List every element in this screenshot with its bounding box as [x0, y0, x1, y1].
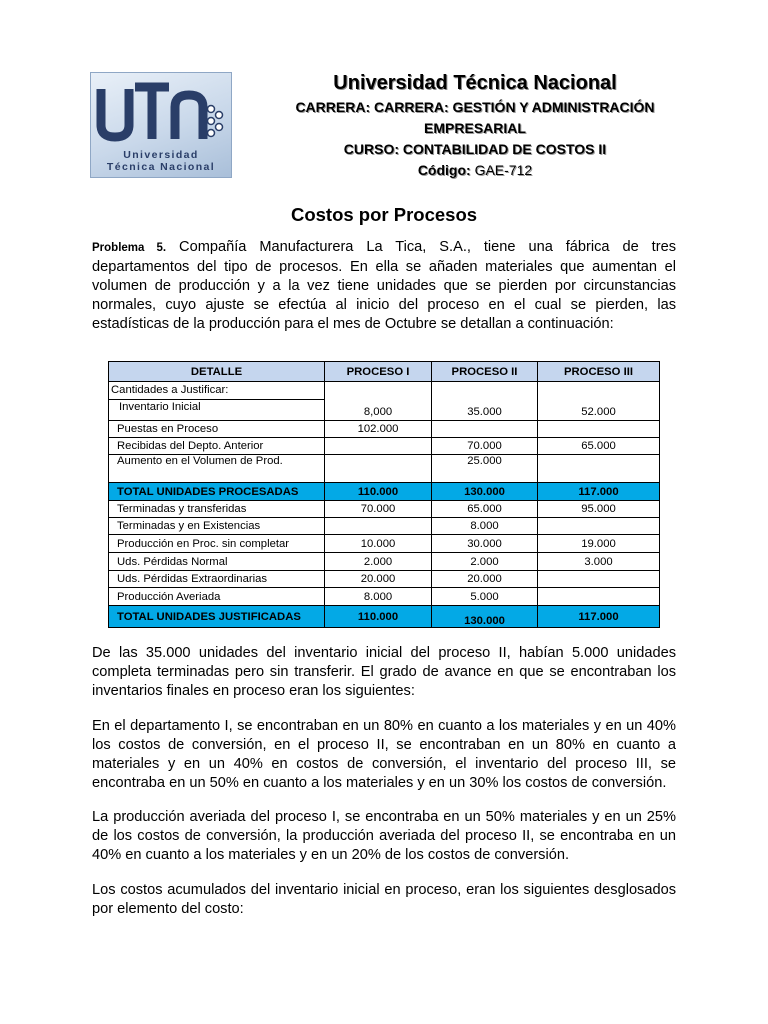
header-detalle: DETALLE	[109, 362, 325, 382]
cell-p1: 8,000	[325, 382, 432, 421]
section-label: Cantidades a Justificar:	[109, 382, 324, 400]
university-name: Universidad Técnica Nacional	[333, 72, 617, 94]
cell-p1: 8.000	[325, 588, 432, 606]
table-row	[109, 535, 660, 553]
cell-p1: 70.000	[325, 501, 432, 518]
problem-label: Problema 5.	[92, 242, 167, 254]
cell-p1: 2.000	[325, 553, 432, 571]
table-row	[109, 382, 660, 421]
cell-p2: 65.000	[432, 501, 538, 518]
cell-p2: 20.000	[432, 571, 538, 588]
row-label: Producción Averiada	[109, 588, 325, 606]
cell-p2: 5.000	[432, 588, 538, 606]
paragraph-grado-avance: En el departamento I, se encontraban en un 80% en cuanto a los materiales y en un 40% los costos de conversión, en el proceso II, se encontraban en un 80% en cuanto a materiales y en un 40% en costos de conversión, el inventario del proceso III, se encontraba en un 50% en cuanto a los materiales y en un 30% los costos de conversión.	[92, 718, 676, 791]
curso-line: CURSO: CONTABILIDAD DE COSTOS II	[343, 141, 607, 157]
logo-text-line2: Técnica Nacional	[106, 161, 216, 173]
cell-p1: 20.000	[325, 571, 432, 588]
university-logo	[90, 72, 232, 178]
paragraph-produccion-averiada: La producción averiada del proceso I, se encontraba en un 50% materiales y en un 25% de los costos de conversión, la producción averiada del proceso II, se encontraba en un 40% en cuanto a los materiales y en un 20% de los costos de conversión.	[92, 809, 676, 863]
cell-p2	[432, 421, 538, 438]
table-row	[109, 571, 660, 588]
cell-p3	[538, 571, 660, 588]
cell-p3	[538, 421, 660, 438]
cell-p2: 70.000	[432, 438, 538, 455]
cell-p1: 102.000	[325, 421, 432, 438]
codigo-line	[240, 162, 710, 178]
table-row	[109, 518, 660, 535]
production-table	[108, 361, 660, 628]
carrera-label: CARRERA:	[295, 99, 371, 115]
total-procesadas-label: TOTAL UNIDADES PROCESADAS	[109, 483, 325, 501]
row-label: Inventario Inicial	[119, 401, 201, 413]
table-row	[109, 553, 660, 571]
total-justificadas-p2: 130.000	[432, 606, 538, 628]
row-label: Terminadas y en Existencias	[109, 518, 325, 535]
codigo-value: GAE-712	[474, 162, 533, 178]
cell-p1	[325, 518, 432, 535]
table-row	[109, 455, 660, 483]
cell-p2: 30.000	[432, 535, 538, 553]
cell-p3	[538, 588, 660, 606]
row-label: Uds. Pérdidas Normal	[109, 553, 325, 571]
cell-p2: 35.000	[432, 382, 538, 421]
row-label: Producción en Proc. sin completar	[109, 535, 325, 553]
total-justificadas-p3: 117.000	[538, 606, 660, 628]
total-justificadas-row	[109, 606, 660, 628]
total-procesadas-p3: 117.000	[538, 483, 660, 501]
header-proceso-2: PROCESO II	[432, 362, 538, 382]
problem-paragraph	[92, 238, 676, 334]
carrera-value	[374, 99, 655, 115]
total-procesadas-row	[109, 483, 660, 501]
page-title: Costos por Procesos	[290, 204, 478, 225]
cell-p3: 95.000	[538, 501, 660, 518]
cell-p2: 25.000	[432, 455, 538, 483]
row-label: Recibidas del Depto. Anterior	[109, 438, 325, 455]
cell-p3	[538, 518, 660, 535]
carrera-line2: EMPRESARIAL	[424, 120, 526, 136]
cell-p3: 65.000	[538, 438, 660, 455]
total-justificadas-label: TOTAL UNIDADES JUSTIFICADAS	[109, 606, 325, 628]
cell-p1: 10.000	[325, 535, 432, 553]
problem-text: Compañía Manufacturera La Tica, S.A., tiene una fábrica de tres departamentos del tipo de procesos. En ella se añaden materiales que aumentan el volumen de producción y a la vez tiene unidades que se pierden por circunstancias normales, cuyo ajuste se efectúa al inicio del proceso en el cual se pierden, las estadísticas de la producción para el mes de Octubre se detallan a continuación:	[92, 239, 676, 332]
cell-p3: 52.000	[538, 382, 660, 421]
table-header-row	[109, 362, 660, 382]
row-label: Uds. Pérdidas Extraordinarias	[109, 571, 325, 588]
total-procesadas-p1: 110.000	[325, 483, 432, 501]
table-row	[109, 501, 660, 518]
table-row	[109, 588, 660, 606]
carrera-line1	[240, 99, 710, 115]
cell-p2: 2.000	[432, 553, 538, 571]
cell-p2: 8.000	[432, 518, 538, 535]
header-proceso-3: PROCESO III	[538, 362, 660, 382]
row-label: Terminadas y transferidas	[109, 501, 325, 518]
cell-p3: 3.000	[538, 553, 660, 571]
paragraph-costos-acumulados: Los costos acumulados del inventario inicial en proceso, eran los siguientes desglosados por elemento del costo:	[92, 882, 676, 917]
paragraph-inventario-inicial: De las 35.000 unidades del inventario inicial del proceso II, habían 5.000 unidades completa terminadas pero sin transferir. El grado de avance en que se encontraban los inventarios finales en proceso eran los siguientes:	[92, 645, 676, 699]
table-row	[109, 438, 660, 455]
row-label: Aumento en el Volumen de Prod.	[109, 455, 325, 483]
total-procesadas-p2: 130.000	[432, 483, 538, 501]
cell-p3: 19.000	[538, 535, 660, 553]
logo-text-line1: Universidad	[123, 149, 199, 161]
total-justificadas-p1: 110.000	[325, 606, 432, 628]
header-proceso-1: PROCESO I	[325, 362, 432, 382]
cell-p3	[538, 455, 660, 483]
codigo-label: Código:	[417, 162, 471, 178]
section-cell	[109, 382, 325, 421]
row-label: Puestas en Proceso	[109, 421, 325, 438]
cell-p1	[325, 438, 432, 455]
table-row	[109, 421, 660, 438]
cell-p1	[325, 455, 432, 483]
carrera-value-text: CARRERA: GESTIÓN Y ADMINISTRACIÓN	[374, 99, 655, 115]
